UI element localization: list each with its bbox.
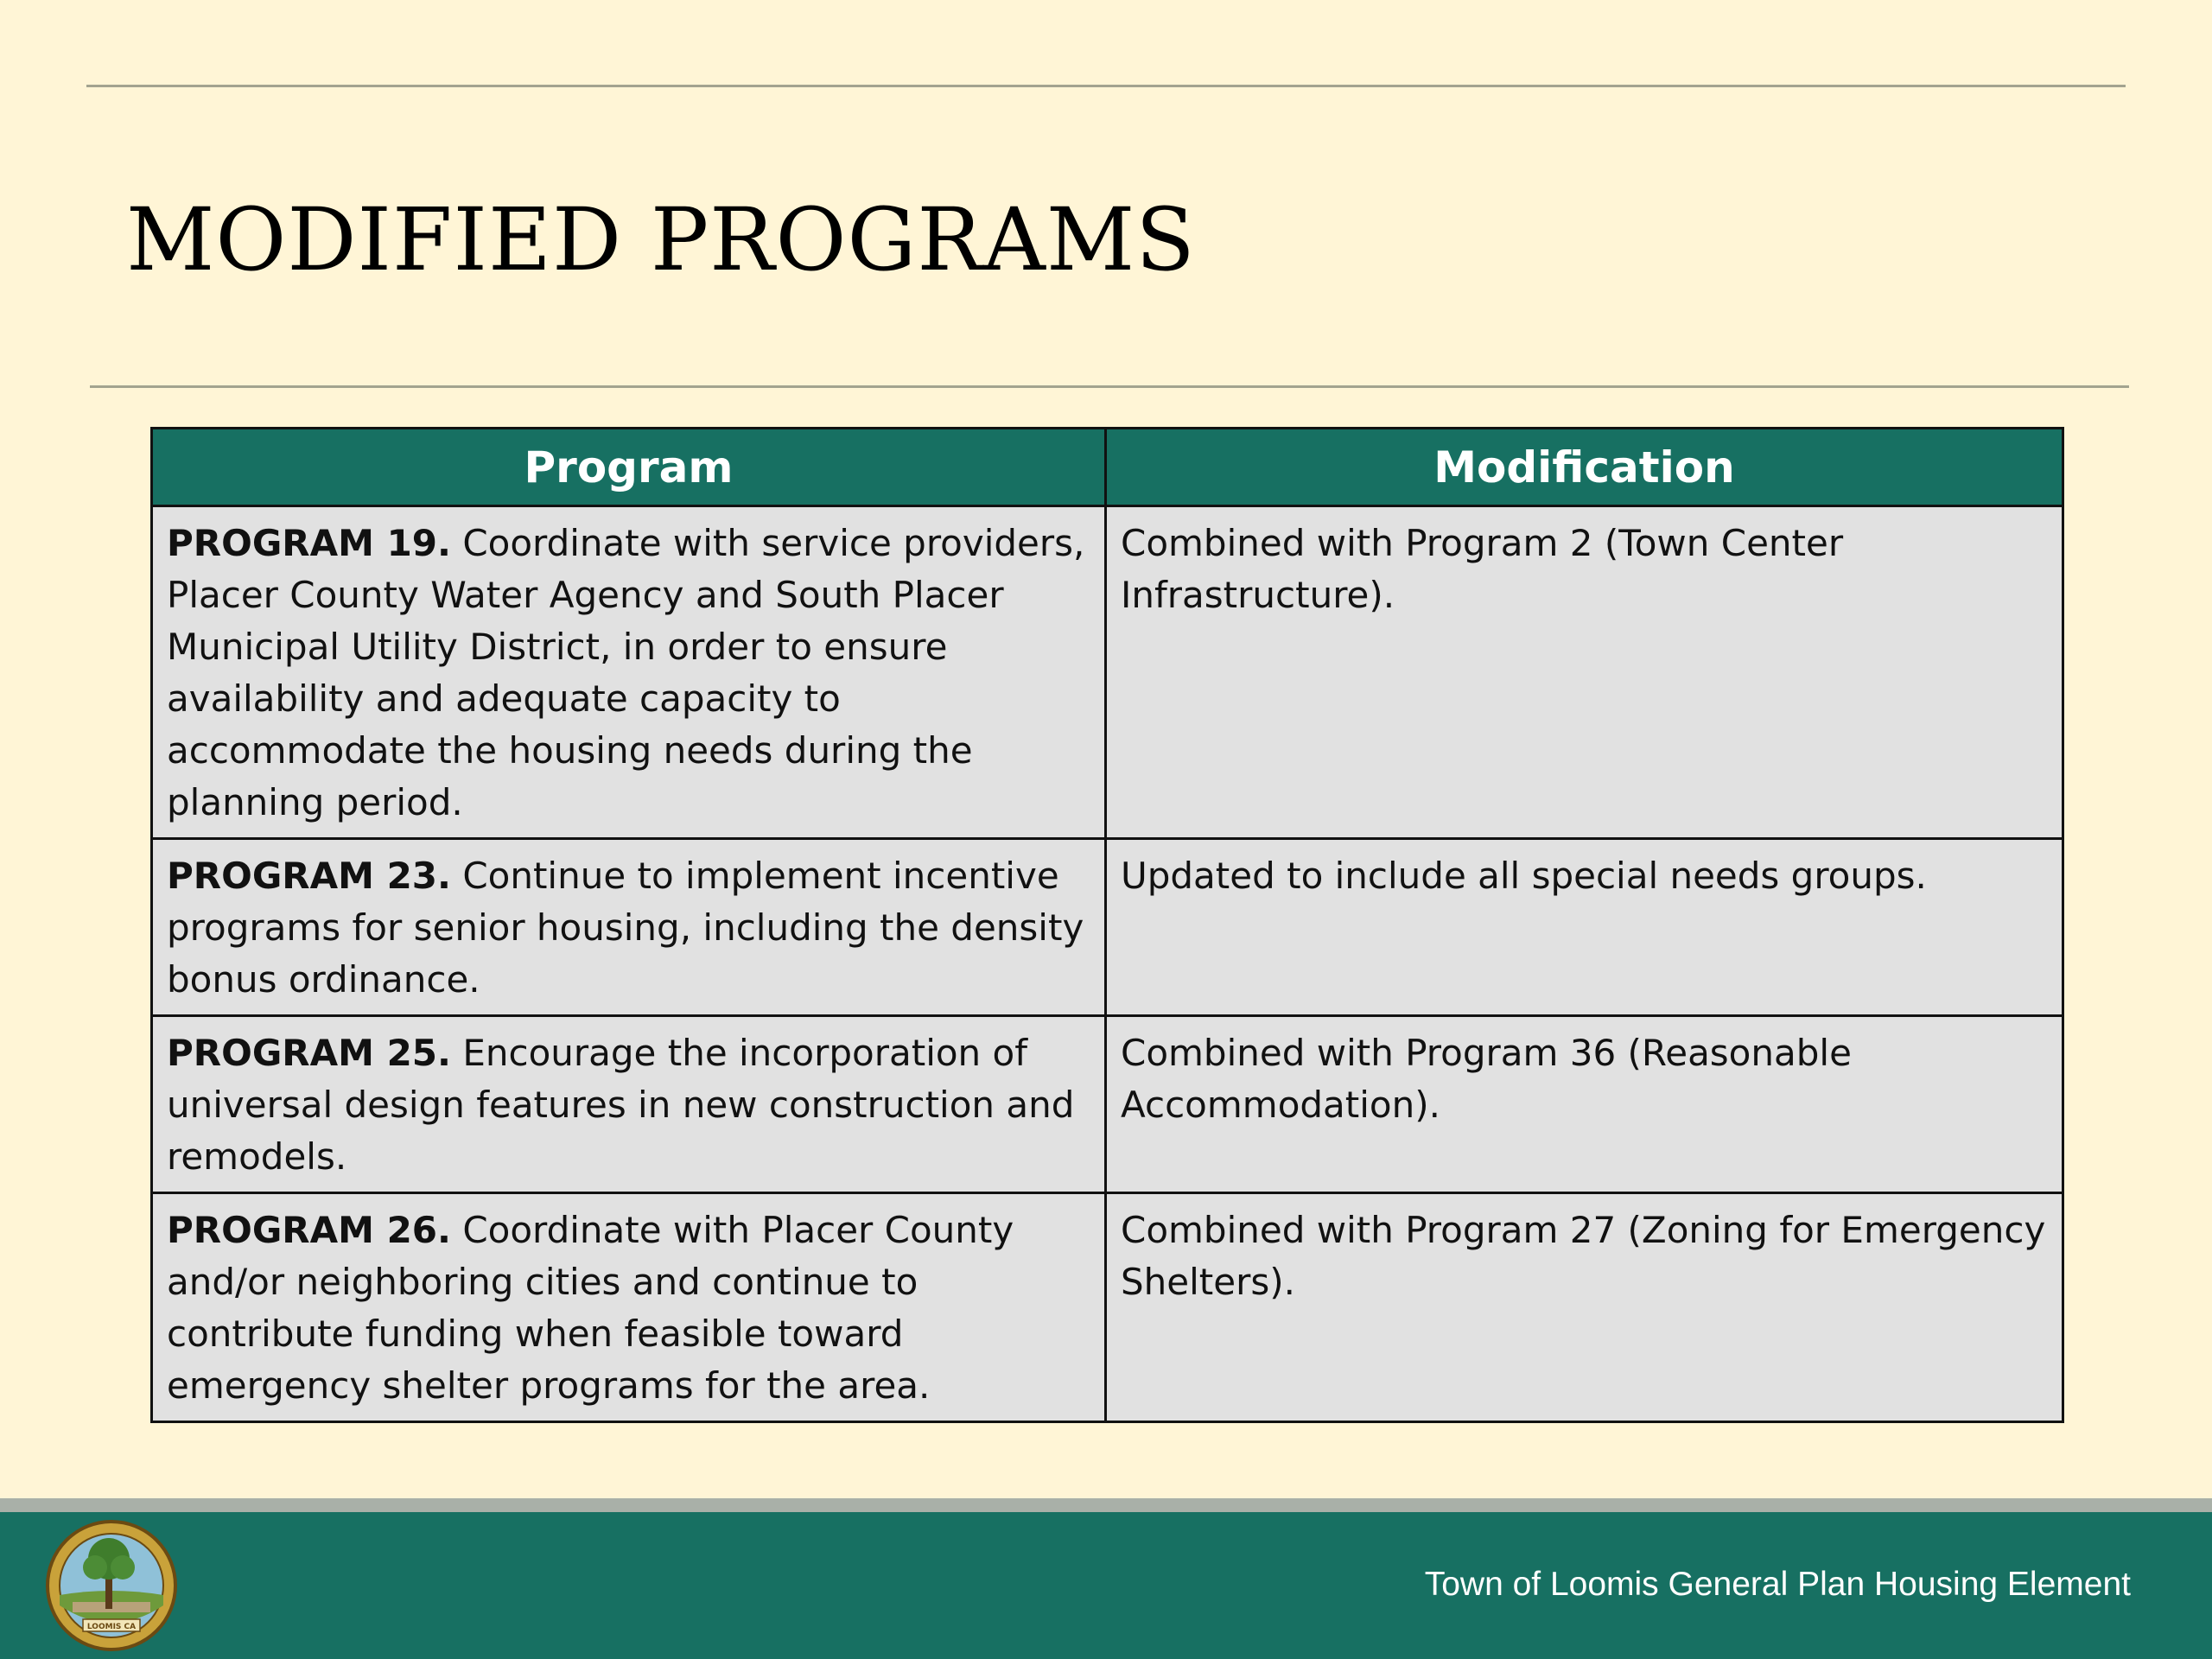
footer-title: Town of Loomis General Plan Housing Element (1424, 1566, 2131, 1603)
title-divider (90, 385, 2129, 388)
top-divider (86, 85, 2126, 87)
program-cell (152, 1193, 1106, 1422)
program-number: PROGRAM 25. (167, 1032, 451, 1074)
program-number: PROGRAM 26. (167, 1209, 451, 1251)
modification-cell: Combined with Program 2 (Town Center Infrastructure). (1106, 506, 2063, 839)
header-program: Program (152, 429, 1106, 506)
program-description: Coordinate with service providers, Placer County Water Agency and South Placer Municipal Utility District, in order to ensure availability and adequate capacity to accommodate the housing needs during the planning period. (167, 522, 1085, 823)
program-number: PROGRAM 23. (167, 855, 451, 897)
program-number: PROGRAM 19. (167, 522, 451, 564)
table-header-row (152, 429, 2063, 506)
program-cell (152, 1016, 1106, 1193)
modification-cell: Updated to include all special needs groups. (1106, 839, 2063, 1016)
slide-title: MODIFIED PROGRAMS (126, 189, 1196, 290)
program-description: Continue to implement incentive programs for senior housing, including the density bonus ordinance. (167, 855, 1084, 1001)
header-modification: Modification (1106, 429, 2063, 506)
table-row (152, 506, 2063, 839)
program-description: Encourage the incorporation of universal design features in new construction and remodels. (167, 1032, 1075, 1178)
table-row (152, 839, 2063, 1016)
program-cell (152, 506, 1106, 839)
programs-table (150, 427, 2064, 1423)
modification-cell: Combined with Program 27 (Zoning for Emergency Shelters). (1106, 1193, 2063, 1422)
town-seal-icon (45, 1519, 178, 1652)
footer-stripe (0, 1498, 2212, 1512)
program-cell (152, 839, 1106, 1016)
seal-text: LOOMIS CA (86, 1623, 137, 1631)
program-description: Coordinate with Placer County and/or neighboring cities and continue to contribute funding when feasible toward emergency shelter programs for the area. (167, 1209, 1014, 1407)
modification-cell: Combined with Program 36 (Reasonable Accommodation). (1106, 1016, 2063, 1193)
table-row (152, 1016, 2063, 1193)
table-row (152, 1193, 2063, 1422)
